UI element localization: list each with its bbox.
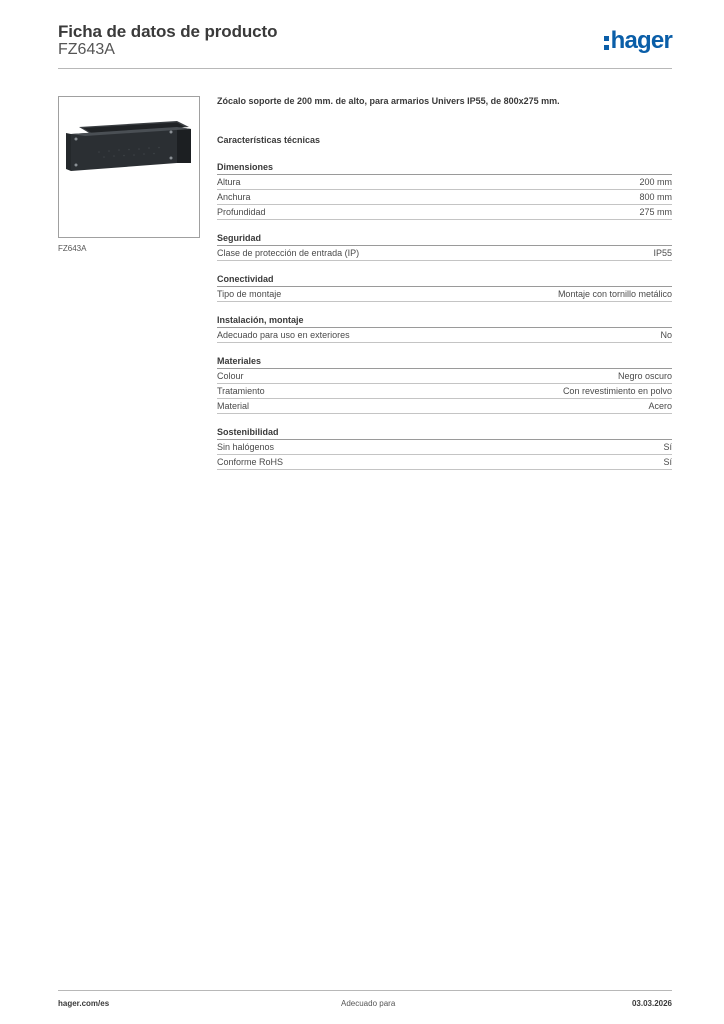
spec-label: Sin halógenos [217, 442, 275, 452]
spec-label: Anchura [217, 192, 251, 202]
spec-label: Conforme RoHS [217, 457, 284, 467]
spec-label: Altura [217, 177, 241, 187]
product-code: FZ643A [58, 41, 115, 58]
page-header [58, 20, 672, 69]
footer-website: hager.com/es [58, 999, 110, 1008]
spec-row [217, 399, 672, 414]
page-footer [58, 990, 672, 1013]
spec-group-instalacion [217, 314, 672, 343]
product-description: Zócalo soporte de 200 mm. de alto, para armarios Univers IP55, de 800x275 mm. [217, 96, 560, 106]
spec-group-sostenibilidad [217, 426, 672, 470]
spec-label: Profundidad [217, 207, 266, 217]
spec-label: Tratamiento [217, 386, 265, 396]
group-title: Instalación, montaje [217, 314, 672, 328]
spec-group-seguridad [217, 232, 672, 261]
spec-label: Clase de protección de entrada (IP) [217, 248, 360, 258]
product-plinth-image [59, 97, 199, 237]
spec-label: Tipo de montaje [217, 289, 282, 299]
spec-value: 200 mm [639, 177, 672, 187]
spec-row [217, 455, 672, 470]
spec-label: Material [217, 401, 250, 411]
spec-row [217, 384, 672, 399]
spec-row [217, 175, 672, 190]
product-image-frame [58, 96, 200, 238]
spec-row [217, 328, 672, 343]
group-title: Materiales [217, 355, 672, 369]
spec-row [217, 440, 672, 455]
spec-row [217, 287, 672, 302]
logo-text: hager [610, 27, 672, 54]
group-title: Sostenibilidad [217, 426, 672, 440]
spec-group-conectividad [217, 273, 672, 302]
logo-dots-icon [604, 36, 609, 50]
hager-logo [604, 26, 672, 56]
spec-value: No [660, 330, 672, 340]
spec-row [217, 369, 672, 384]
spec-value: Sí [663, 457, 672, 467]
spec-label: Adecuado para uso en exteriores [217, 330, 350, 340]
spec-value: 275 mm [639, 207, 672, 217]
group-title: Dimensiones [217, 161, 672, 175]
footer-date: 03.03.2026 [631, 999, 672, 1008]
page-title: Ficha de datos de producto [58, 22, 278, 41]
spec-group-dimensiones [217, 161, 672, 220]
spec-value: Sí [663, 442, 672, 452]
spec-value: IP55 [653, 248, 672, 258]
spec-value: Con revestimiento en polvo [562, 386, 672, 396]
group-title: Conectividad [217, 273, 672, 287]
footer-center: Adecuado para [341, 999, 396, 1008]
spec-value: Negro oscuro [617, 371, 672, 381]
spec-value: Montaje con tornillo metálico [557, 289, 672, 299]
section-title: Características técnicas [217, 135, 321, 145]
product-specs [217, 95, 672, 482]
spec-value: 800 mm [639, 192, 672, 202]
spec-row [217, 246, 672, 261]
group-title: Seguridad [217, 232, 672, 246]
spec-label: Colour [217, 371, 244, 381]
image-caption: FZ643A [58, 244, 87, 253]
spec-group-materiales [217, 355, 672, 414]
spec-value: Acero [648, 401, 672, 411]
spec-row [217, 205, 672, 220]
spec-row [217, 190, 672, 205]
